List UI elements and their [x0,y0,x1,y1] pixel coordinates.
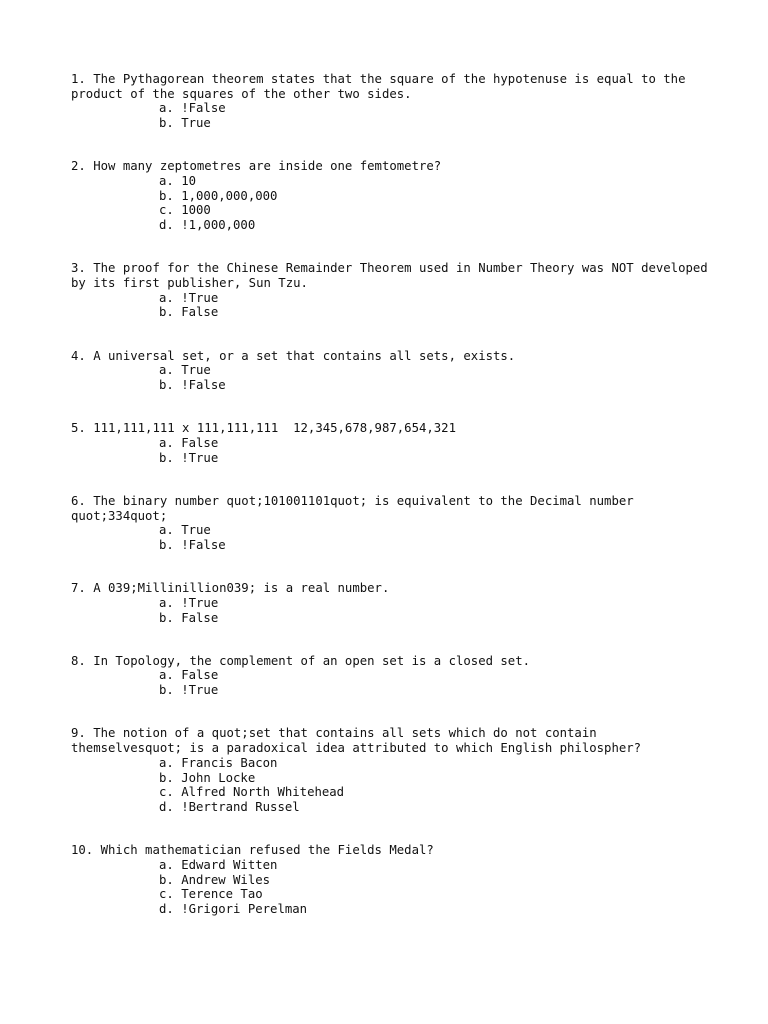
question-text [71,349,711,364]
question-prompt: 111,111,111 x 111,111,111 12,345,678,987,654,321 [93,421,456,436]
question-prompt: The binary number quot;101001101quot; is equivalent to the Decimal number quot;334quot; [71,493,642,523]
question-10 [71,843,711,917]
option-list [71,436,711,465]
question-text [71,843,711,858]
question-number: 7. [71,581,86,596]
option-b: b. 1,000,000,000 [159,188,278,203]
option-a: a. !True [159,290,219,305]
question-6 [71,494,711,553]
option-a: a. !True [159,595,219,610]
option-b: b. !False [159,537,226,552]
question-text [71,72,711,101]
option-a: a. Francis Bacon [159,755,278,770]
option-b: b. True [159,116,211,131]
option-list [71,596,711,625]
option-b: b. False [159,610,219,625]
option-list [71,291,711,320]
question-prompt: Which mathematician refused the Fields Medal? [100,843,434,858]
option-a: a. 10 [159,174,197,189]
question-prompt: The Pythagorean theorem states that the square of the hypotenuse is equal to the product of the squares of the other two sides. [71,72,693,101]
option-c: c. Terence Tao [159,887,263,902]
question-number: 2. [71,159,86,174]
question-prompt: The notion of a quot;set that contains all sets which do not contain themselvesquot; is a paradoxical idea attributed to which English philospher? [71,726,642,756]
option-list [71,756,711,815]
option-c: c. 1000 [159,203,211,218]
option-a: a. True [159,523,211,538]
option-a: a. Edward Witten [159,857,278,872]
question-number: 4. [71,348,86,363]
question-number: 6. [71,493,86,508]
question-number: 10. [71,843,94,858]
question-3 [71,261,716,320]
question-4 [71,349,711,393]
option-d: d. !Grigori Perelman [159,901,308,916]
question-text [71,421,711,436]
option-b: b. !False [159,378,226,393]
question-number: 8. [71,653,86,668]
question-9 [71,726,711,814]
option-b: b. False [159,305,219,320]
option-a: a. False [159,668,219,683]
question-text [71,261,716,291]
question-5 [71,421,711,465]
option-a: a. False [159,435,219,450]
option-a: a. !False [159,101,226,116]
question-8 [71,654,711,698]
option-b: b. !True [159,450,219,465]
quiz-document [71,72,716,945]
question-prompt: A universal set, or a set that contains all sets, exists. [93,348,516,363]
question-number: 9. [71,726,86,741]
option-b: b. !True [159,683,219,698]
option-list [71,363,711,392]
question-text [71,159,711,174]
question-number: 5. [71,421,86,436]
option-c: c. Alfred North Whitehead [159,785,345,800]
question-1 [71,72,711,131]
question-prompt: In Topology, the complement of an open set is a closed set. [93,653,531,668]
option-d: d. !Bertrand Russel [159,799,300,814]
option-list [71,101,711,130]
option-a: a. True [159,363,211,378]
question-number: 1. [71,72,86,86]
option-b: b. Andrew Wiles [159,872,271,887]
question-prompt: A 039;Millinillion039; is a real number. [93,581,390,596]
question-prompt: The proof for the Chinese Remainder Theorem used in Number Theory was NOT developed by its first publisher, Sun Tzu. [71,261,716,291]
question-text [71,581,711,596]
question-text [71,494,711,523]
question-text [71,726,711,755]
option-list [71,174,711,233]
option-list [71,668,711,697]
question-2 [71,159,711,233]
option-list [71,523,711,552]
option-b: b. John Locke [159,770,256,785]
question-prompt: How many zeptometres are inside one femtometre? [93,159,442,174]
question-text [71,654,711,669]
option-list [71,858,711,917]
question-7 [71,581,711,625]
option-d: d. !1,000,000 [159,218,256,233]
question-number: 3. [71,261,86,276]
